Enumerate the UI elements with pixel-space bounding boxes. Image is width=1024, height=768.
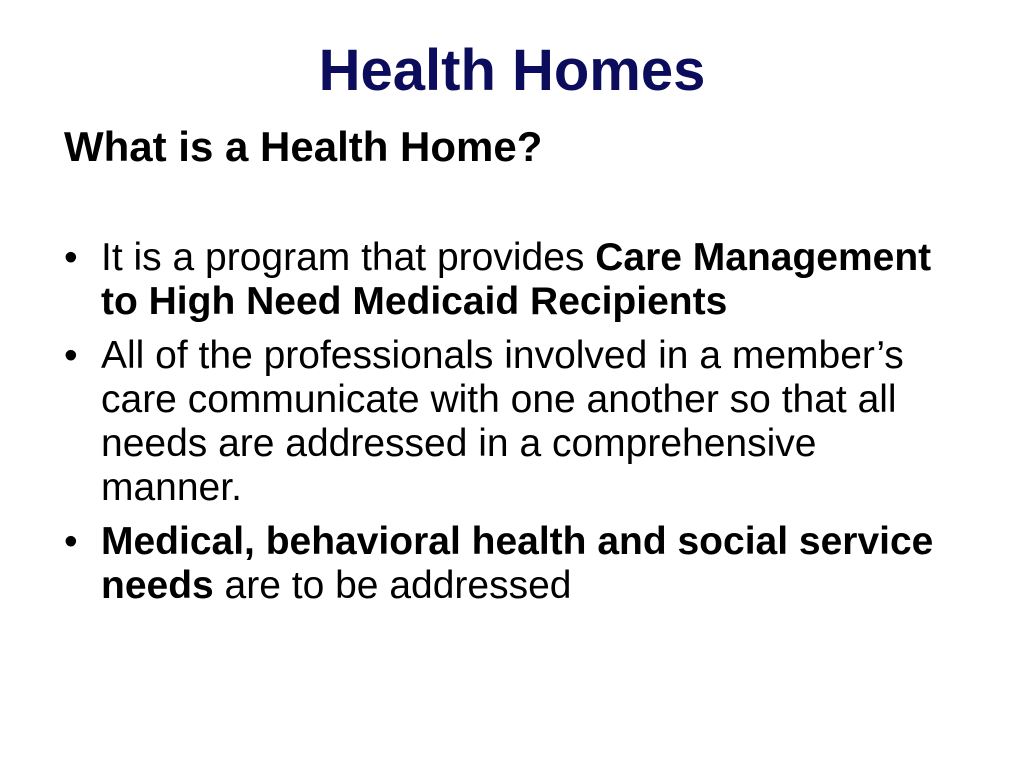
bullet-list: [64, 236, 964, 618]
bullet-point-icon: •: [64, 334, 78, 377]
bullet-text: are to be addressed: [213, 564, 572, 607]
bullet-point-icon: •: [64, 236, 78, 279]
bullet-item-care-management: [64, 236, 964, 324]
bullet-item-professionals: [64, 334, 964, 510]
bullet-bold-text: Care Management to High Need Medicaid Recipients: [101, 236, 932, 323]
bullet-text: All of the professionals involved in a member’s care communicate with one another so that all needs are addressed in a comprehensive manner.: [101, 334, 904, 509]
bullet-point-icon: •: [64, 520, 78, 563]
slide-subtitle: What is a Health Home?: [64, 123, 543, 170]
slide-title: Health Homes: [318, 38, 706, 103]
bullet-item-needs: [64, 520, 964, 608]
bullet-bold-text: Medical, behavioral health and social service needs: [101, 520, 934, 607]
bullet-text: It is a program that provides: [101, 236, 596, 279]
